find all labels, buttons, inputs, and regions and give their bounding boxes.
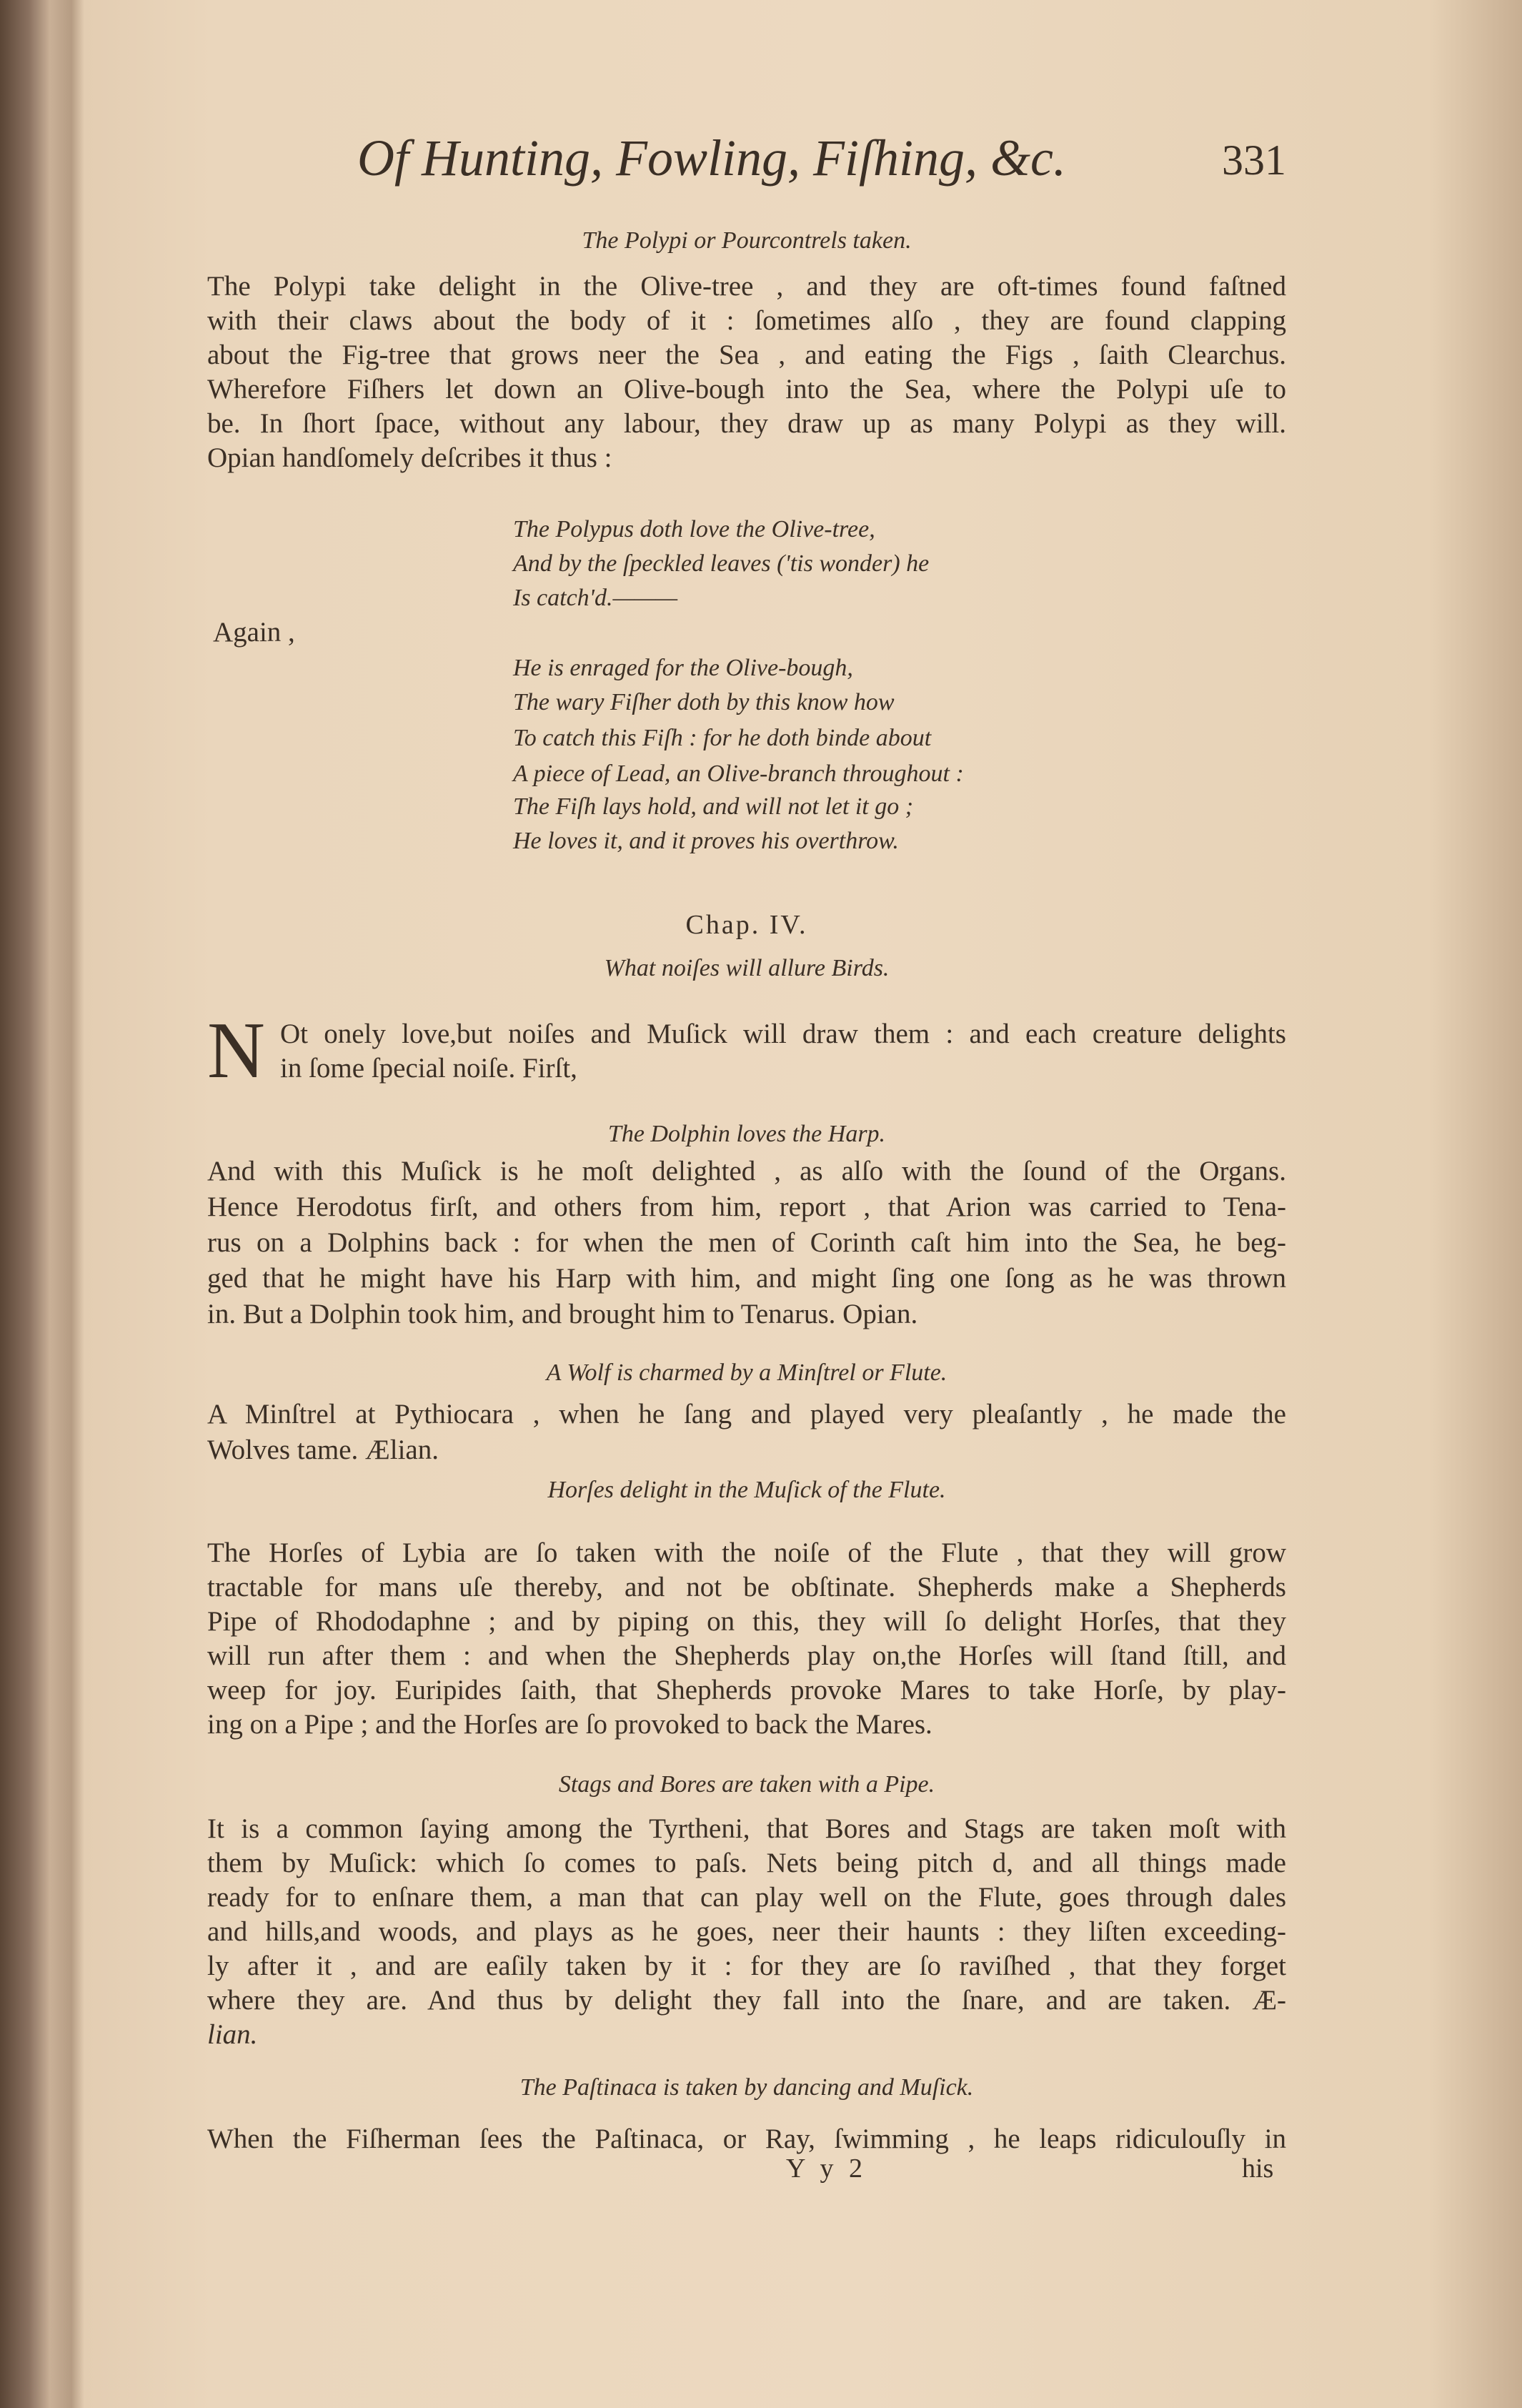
- verse-line: A piece of Lead, an Olive-branch throughout :: [513, 760, 964, 787]
- text-line: about the Fig-tree that grows neer the Sea , and eating the Figs , ſaith Clearchus.: [207, 340, 1286, 370]
- text-line: Hence Herodotus firſt, and others from him, report , that Arion was carried to Tena-: [207, 1191, 1286, 1222]
- text-line: in ſome ſpecial noiſe. Firſt,: [280, 1053, 577, 1084]
- chapter-subtitle: What noiſes will allure Birds.: [604, 955, 890, 981]
- text-line: Wolves tame. Ælian.: [207, 1435, 439, 1465]
- text-line: tractable for mans uſe thereby, and not be obſtinate. Shepherds make a Shepherds: [207, 1572, 1286, 1602]
- text-line: ged that he might have his Harp with him, and might ſing one ſong as he was thrown: [207, 1263, 1286, 1294]
- text-line: rus on a Dolphins back : for when the men of Corinth caſt him into the Sea, he beg-: [207, 1227, 1286, 1258]
- verse-line: Is catch'd.———: [513, 585, 678, 611]
- text-line: ing on a Pipe ; and the Horſes are ſo provoked to back the Mares.: [207, 1709, 932, 1740]
- text-line: Pipe of Rhododaphne ; and by piping on this, they will ſo delight Horſes, that they: [207, 1606, 1286, 1637]
- text-line: where they are. And thus by delight they fall into the ſnare, and are taken. Æ-: [207, 1985, 1286, 2016]
- verse-line: The wary Fiſher doth by this know how: [513, 689, 895, 715]
- page-number: 331: [1222, 137, 1286, 184]
- text-line: ready for to enſnare them, a man that can play well on the Flute, goes through dales: [207, 1882, 1286, 1913]
- running-header: Of Hunting, Fowling, Fiſhing, &c.: [357, 129, 1066, 187]
- section-caption: A Wolf is charmed by a Minſtrel or Flute.: [546, 1359, 947, 1386]
- section-caption: Horſes delight in the Muſick of the Flute.: [547, 1477, 946, 1503]
- text-line: and hills,and woods, and plays as he goes, neer their haunts : they liſten exceeding-: [207, 1916, 1286, 1947]
- section-caption: The Paſtinaca is taken by dancing and Muſick.: [519, 2074, 974, 2101]
- text-line: lian.: [207, 2019, 258, 2050]
- text-line: Opian handſomely deſcribes it thus :: [207, 442, 612, 473]
- drop-cap: N: [207, 1006, 265, 1095]
- verse-line: And by the ſpeckled leaves ('tis wonder) he: [513, 550, 930, 577]
- signature-mark: Y y 2: [786, 2154, 867, 2184]
- verse-line: To catch this Fiſh : for he doth binde about: [513, 725, 932, 751]
- section-caption: The Dolphin loves the Harp.: [607, 1121, 886, 1147]
- verse-line: The Polypus doth love the Olive-tree,: [513, 516, 875, 542]
- again-label: Again ,: [213, 617, 295, 648]
- text-line: The Polypi take delight in the Olive-tree , and they are oft-times found faſtned: [207, 271, 1286, 302]
- text-line: them by Muſick: which ſo comes to paſs. Nets being pitch d, and all things made: [207, 1848, 1286, 1878]
- text-line: And with this Muſick is he moſt delighted , as alſo with the ſound of the Organs.: [207, 1156, 1286, 1186]
- text-line: with their claws about the body of it : ſometimes alſo , they are found clapping: [207, 305, 1286, 336]
- text-line: Ot onely love,but noiſes and Muſick will draw them : and each creature delights: [280, 1019, 1286, 1049]
- text-line: A Minſtrel at Pythiocara , when he ſang and played very pleaſantly , he made the: [207, 1399, 1286, 1430]
- chapter-heading: Chap. IV.: [685, 910, 808, 940]
- text-line: ly after it , and are eaſily taken by it : for they are ſo raviſhed , that they forget: [207, 1951, 1286, 1981]
- text-line: in. But a Dolphin took him, and brought him to Tenarus. Opian.: [207, 1299, 918, 1329]
- text-line: Wherefore Fiſhers let down an Olive-bough into the Sea, where the Polypi uſe to: [207, 374, 1286, 405]
- catchword: his: [1242, 2154, 1274, 2184]
- text-line: will run after them : and when the Shepherds play on,the Horſes will ſtand ſtill, and: [207, 1640, 1286, 1671]
- text-line: When the Fiſherman ſees the Paſtinaca, or Ray, ſwimming , he leaps ridiculouſly in: [207, 2124, 1286, 2154]
- verse-line: He is enraged for the Olive-bough,: [513, 655, 853, 681]
- text-line: It is a common ſaying among the Tyrtheni, that Bores and Stags are taken moſt with: [207, 1813, 1286, 1844]
- section-caption: The Polypi or Pourcontrels taken.: [582, 227, 912, 254]
- verse-line: The Fiſh lays hold, and will not let it go ;: [513, 793, 914, 820]
- section-caption: Stags and Bores are taken with a Pipe.: [558, 1771, 935, 1798]
- text-line: be. In ſhort ſpace, without any labour, they draw up as many Polypi as they will.: [207, 408, 1286, 439]
- text-line: The Horſes of Lybia are ſo taken with the noiſe of the Flute , that they will grow: [207, 1537, 1286, 1568]
- text-line: weep for joy. Euripides ſaith, that Shepherds provoke Mares to take Horſe, by play-: [207, 1675, 1286, 1705]
- verse-line: He loves it, and it proves his overthrow.: [513, 828, 899, 854]
